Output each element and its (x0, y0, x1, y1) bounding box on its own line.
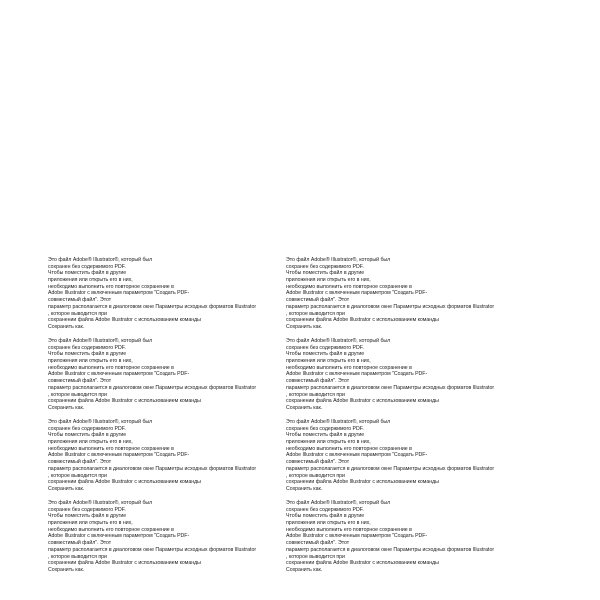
pdf-compat-notice-4 (286, 338, 536, 412)
notice-line: совместимый файл". Этот (48, 297, 112, 304)
notice-line: Adobe Illustrator с включенным параметром "Создать PDF- (48, 371, 190, 378)
pdf-compat-notice-5 (48, 419, 298, 493)
notice-line: сохранении файла Adobe Illustrator с использованием команды (48, 398, 201, 405)
notice-line: сохранен без содержимого PDF. (286, 344, 364, 351)
notice-line: Adobe Illustrator с включенным параметром "Создать PDF- (48, 290, 190, 297)
pdf-compat-notice-3 (48, 338, 298, 412)
notice-line: Чтобы поместить файл в другие (286, 351, 365, 358)
notice-line: необходимо выполнить его повторное сохранение в (48, 445, 174, 452)
notice-line: совместимый файл". Этот (286, 459, 350, 466)
notice-line: , которое выводится при (48, 391, 107, 398)
notice-line: Сохранить как. (48, 485, 85, 492)
notice-line: сохранен без содержимого PDF. (48, 263, 126, 270)
notice-line: приложения или открыть его в них, (48, 520, 133, 527)
notice-line: Сохранить как. (286, 323, 323, 330)
notice-line: , которое выводится при (286, 391, 345, 398)
notice-line: Это файл Adobe® Illustrator®, который был (286, 419, 391, 425)
pdf-compat-notice-2 (286, 257, 536, 331)
notice-line: Это файл Adobe® Illustrator®, который был (286, 500, 391, 506)
notice-line: параметр располагается в диалоговом окне Параметры исходных форматов Illustrator (48, 384, 257, 391)
notice-line: Сохранить как. (286, 404, 323, 411)
notice-line: Чтобы поместить файл в другие (48, 351, 127, 358)
notice-line: , которое выводится при (286, 310, 345, 317)
pdf-compat-notice-6 (286, 419, 536, 493)
notice-line: совместимый файл". Этот (286, 540, 350, 547)
notice-line: Это файл Adobe® Illustrator®, который был (48, 419, 153, 425)
notice-line: приложения или открыть его в них, (286, 439, 371, 446)
notice-line: совместимый файл". Этот (48, 459, 112, 466)
notice-line: сохранен без содержимого PDF. (48, 425, 126, 432)
notice-line: Чтобы поместить файл в другие (48, 513, 127, 520)
notice-line: сохранении файла Adobe Illustrator с использованием команды (286, 479, 439, 486)
notice-line: параметр располагается в диалоговом окне Параметры исходных форматов Illustrator (48, 303, 257, 310)
notice-line: параметр располагается в диалоговом окне Параметры исходных форматов Illustrator (48, 465, 257, 472)
notice-line: необходимо выполнить его повторное сохранение в (48, 364, 174, 371)
notice-line: Чтобы поместить файл в другие (286, 513, 365, 520)
notice-line: необходимо выполнить его повторное сохранение в (286, 364, 412, 371)
notice-line: Чтобы поместить файл в другие (286, 432, 365, 439)
notice-line: приложения или открыть его в них, (48, 439, 133, 446)
notice-line: Adobe Illustrator с включенным параметром "Создать PDF- (286, 533, 428, 540)
notice-line: сохранении файла Adobe Illustrator с использованием команды (48, 317, 201, 324)
notice-line: параметр располагается в диалоговом окне Параметры исходных форматов Illustrator (286, 465, 495, 472)
notice-line: Это файл Adobe® Illustrator®, который был (286, 257, 391, 263)
notice-line: , которое выводится при (48, 472, 107, 479)
notice-line: параметр располагается в диалоговом окне Параметры исходных форматов Illustrator (286, 546, 495, 553)
notice-line: сохранении файла Adobe Illustrator с использованием команды (286, 560, 439, 567)
notice-line: , которое выводится при (48, 553, 107, 560)
notice-line: приложения или открыть его в них, (48, 358, 133, 365)
notice-line: Чтобы поместить файл в другие (48, 270, 127, 277)
notice-line: приложения или открыть его в них, (48, 277, 133, 284)
notice-line: Adobe Illustrator с включенным параметром "Создать PDF- (48, 533, 190, 540)
notice-line: необходимо выполнить его повторное сохранение в (48, 526, 174, 533)
notice-line: приложения или открыть его в них, (286, 520, 371, 527)
notice-line: Это файл Adobe® Illustrator®, который был (286, 338, 391, 344)
notice-line: Сохранить как. (48, 404, 85, 411)
notice-line: Сохранить как. (48, 323, 85, 330)
notice-line: Adobe Illustrator с включенным параметром "Создать PDF- (286, 290, 428, 297)
notice-line: Adobe Illustrator с включенным параметром "Создать PDF- (286, 371, 428, 378)
notice-line: Adobe Illustrator с включенным параметром "Создать PDF- (48, 452, 190, 459)
notice-line: Сохранить как. (286, 485, 323, 492)
notice-line: приложения или открыть его в них, (286, 358, 371, 365)
pdf-compat-notice-1 (48, 257, 298, 331)
notice-line: , которое выводится при (286, 472, 345, 479)
notice-line: сохранен без содержимого PDF. (48, 344, 126, 351)
notice-line: приложения или открыть его в них, (286, 277, 371, 284)
notice-line: сохранении файла Adobe Illustrator с использованием команды (286, 317, 439, 324)
notice-line: параметр располагается в диалоговом окне Параметры исходных форматов Illustrator (48, 546, 257, 553)
notice-line: сохранении файла Adobe Illustrator с использованием команды (286, 398, 439, 405)
notice-line: необходимо выполнить его повторное сохранение в (286, 283, 412, 290)
notice-line: Это файл Adobe® Illustrator®, который был (48, 500, 153, 506)
notice-line: Adobe Illustrator с включенным параметром "Создать PDF- (286, 452, 428, 459)
notice-line: необходимо выполнить его повторное сохранение в (48, 283, 174, 290)
notice-line: сохранении файла Adobe Illustrator с использованием команды (48, 560, 201, 567)
notice-line: необходимо выполнить его повторное сохранение в (286, 445, 412, 452)
notice-line: совместимый файл". Этот (48, 540, 112, 547)
pdf-compat-notice-7 (48, 500, 298, 574)
notice-line: совместимый файл". Этот (286, 297, 350, 304)
notice-line: совместимый файл". Этот (48, 378, 112, 385)
notice-line: Сохранить как. (48, 566, 85, 573)
notice-line: Чтобы поместить файл в другие (48, 432, 127, 439)
notice-line: , которое выводится при (286, 553, 345, 560)
notice-line: , которое выводится при (48, 310, 107, 317)
notice-line: параметр располагается в диалоговом окне Параметры исходных форматов Illustrator (286, 303, 495, 310)
notice-line: сохранении файла Adobe Illustrator с использованием команды (48, 479, 201, 486)
notice-line: необходимо выполнить его повторное сохранение в (286, 526, 412, 533)
notice-line: Это файл Adobe® Illustrator®, который был (48, 338, 153, 344)
notice-line: сохранен без содержимого PDF. (286, 263, 364, 270)
notice-line: Сохранить как. (286, 566, 323, 573)
notice-line: параметр располагается в диалоговом окне Параметры исходных форматов Illustrator (286, 384, 495, 391)
notice-line: сохранен без содержимого PDF. (48, 506, 126, 513)
notice-line: Это файл Adobe® Illustrator®, который был (48, 257, 153, 263)
notice-line: сохранен без содержимого PDF. (286, 425, 364, 432)
notice-line: Чтобы поместить файл в другие (286, 270, 365, 277)
notice-line: совместимый файл". Этот (286, 378, 350, 385)
notice-line: сохранен без содержимого PDF. (286, 506, 364, 513)
pdf-compat-notice-8 (286, 500, 536, 574)
